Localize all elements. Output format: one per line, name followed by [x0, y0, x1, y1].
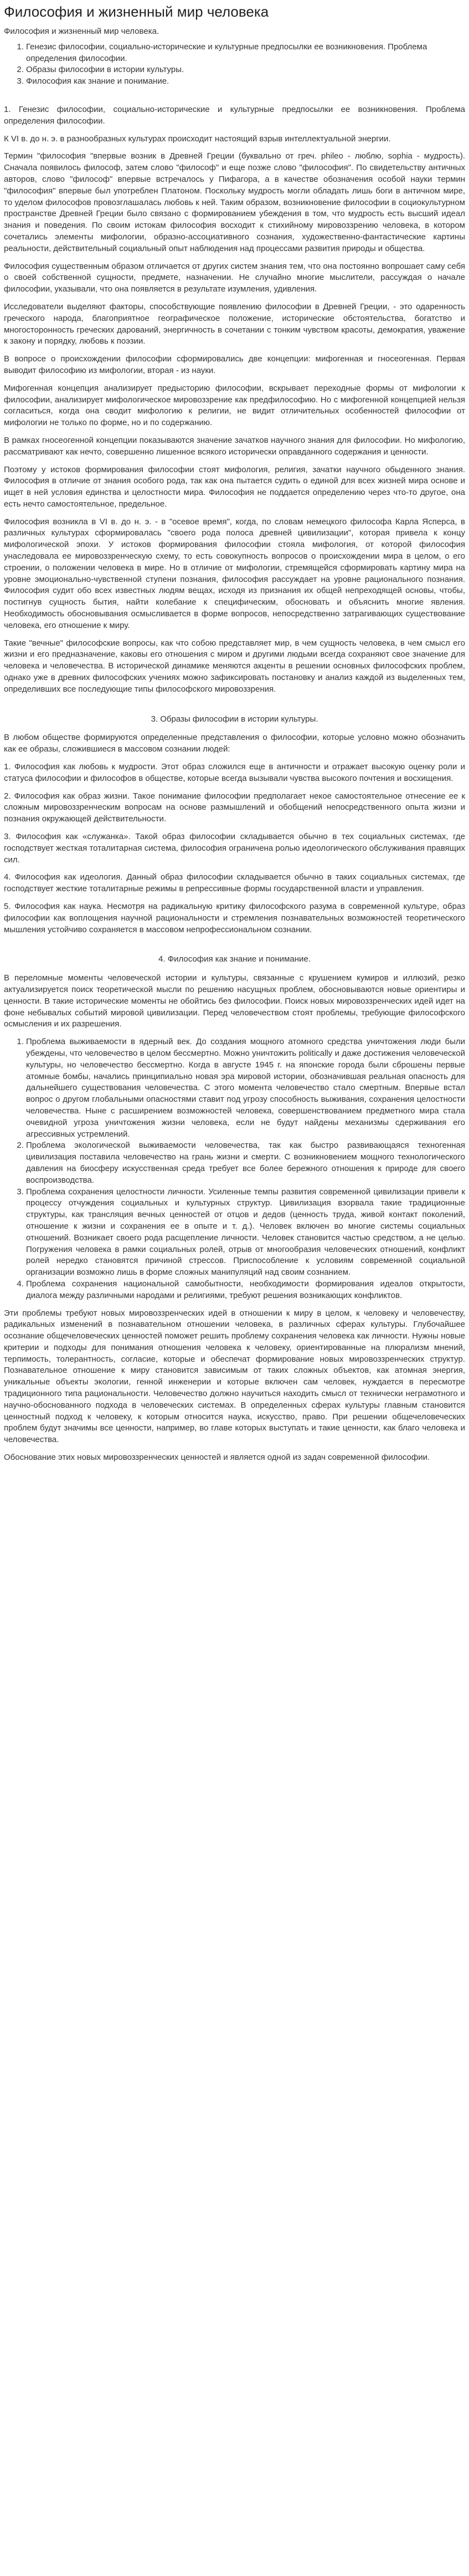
problems-list	[4, 1036, 465, 1301]
paragraph: Эти проблемы требуют новых мировоззренческих идей в отношении к миру в целом, к человеку и человечеству, радикальных изменений в познавательном отношении человека, в различных сферах культуры. Глубочайшее осознание общечеловеческих ценностей поможет решить проблему сохранения человека как личности. Нужны новые критерии и подходы для понимания отношения человека к человеку, ориентированные на плюрализм мнений, терпимость, толерантность, согласие, которые и обеспечат формирование новых мировоззренческих структур. Познавательное отношение к миру становится зависимым от таких сложных объектов, как атомная энергия, уникальные объекты экологии, генной инженерии и которые включен сам человек, нуждается в пересмотре традиционного типа рациональности. Человечество должно научиться находить смысл от технически неграмотного и научно-обоснованного подхода в человеческих системах. В определенных сферах культуры главным становится ценностный подход к человеку, к которым относится наука, искусство, право. При решении общечеловеческих проблем будут значимы все ценности, например, во главе которых выступать и такие ценности, как благо человека и человечества.	[4, 1308, 465, 1445]
toc-item: 3. Философия как знание и понимание.	[26, 76, 465, 88]
section-genesis	[4, 104, 465, 696]
paragraph: В вопросе о происхождении философии сформировались две концепции: мифогенная и гносеогенная. Первая выводит философию из мифологии, вторая - из науки.	[4, 354, 465, 375]
section-images	[4, 714, 465, 936]
paragraph: Мифогенная концепция анализирует предысторию философии, вскрывает переходные формы от мифологии к философии, анализирует мифологическое мировоззрение как предфилософию. Но с мифогенной концепцией нельзя согласиться, когда она сводит мифологию к религии, не видит отличительных особенностей философии от мифологии не только по форме, но и по содержанию.	[4, 383, 465, 428]
paragraph: 1. Философия как любовь к мудрости. Этот образ сложился еще в античности и отражает высокую оценку роли и статуса философии и философов в обществе, которые всегда вызывали чувства высокого почтения и восхищения.	[4, 762, 465, 783]
paragraph: 4. Философия как идеология. Данный образ философии складывается обычно в таких социальных системах, где господствует жесткие тоталитарные режимы в репрессивные формы государственной власти и управления.	[4, 872, 465, 894]
paragraph: 2. Философия как образ жизни. Такое понимание философии предполагает некое самостоятельное отнесение ее к сложным мировоззренческим вопросам на основе размышлений и обобщений непосредственного опыта жизни и познания окружающей действительности.	[4, 791, 465, 824]
page-subtitle: Философия и жизненный мир человека.	[4, 27, 159, 36]
paragraph: Термин "философия "впервые возник в Древней Греции (буквально от греч. phileo - люблю, sophia - мудрость). Сначала появилось философ, затем слово "философ" и еще позже слово "философия". По свидетельству античных авторов, слово "философ" впервые встречалось у Пифагора, а в качестве обозначения особой науки термин "философия" впервые был употреблен Платоном. Поскольку мудрость могли обладать лишь боги в античном мире, то уделом философов провозглашалась любовь к ней. Таким образом, возникновение философии в социокультурном пространстве Древней Греции было связано с формированием убеждения в том, что мудрость есть высший идеал знания и поведения. По своим истокам философия восходит к стихийному мировоззрению человека, в котором сочетались элементы мифологии, образно-ассоциативного сознания, художественно-фантастические картины реальности, действительный социальный опыт наблюдения над процессами развития природы и общества.	[4, 151, 465, 253]
table-of-contents	[4, 42, 465, 88]
toc-item: 2. Образы философии в истории культуры.	[26, 64, 465, 76]
paragraph: Философия возникла в VI в. до н. э. - в "осевое время", когда, по словам немецкого философа Карла Ясперса, в различных культурах сформировалась "своего рода полоса древней цивилизации", которая привела к концу мифологической эпохи. У истоков формирования философии стояла мифология, от которой философия унаследовала ее мировоззренческую схему, то есть совокупность вопросов о происхождении мира в целом, о его строении, о положении человека в мире. Но в отличие от мифологии, стремящейся сформировать картину мира на уровне эмоционально-чувственной ступени познания, философия рассуждает на уровне рационального познания. Философия судит обо всех известных людям вещах, исходя из признания их общей непреходящей основы, чтобы, постигнув сущность бытия, найти колебание к специфическим, обосновать и объяснить многие явления. Необходимость обосновывания осмысливается в форме вопросов, непосредственно затрагивающих существование человека, его отношение к миру.	[4, 517, 465, 630]
problem-item: 4. Проблема сохранения национальной самобытности, необходимости формирования идеалов открытости, диалога между различными народами и религиями, требуют решения возникающих конфликтов.	[26, 1279, 465, 1302]
paragraph: Обоснование этих новых мировоззренческих ценностей и является одной из задач современной философии.	[4, 1453, 430, 1463]
section-knowledge	[4, 954, 465, 1463]
paragraph: Философия существенным образом отличается от других систем знания тем, что она постоянно вопрошает саму себя о своей собственной сущности, предмете, назначении. Не случайно многие мыслители, рассуждая о начале философии, указывали, что она появляется в результате изумления, удивления.	[4, 261, 465, 294]
paragraph: В переломные моменты человеческой истории и культуры, связанные с крушением кумиров и иллюзий, резко актуализируется поиск теоретической мысли по решению насущных проблем, обосновываются новые ориентиры и ценности. В такие исторические моменты не обойтись без философии. Поиск новых мировоззренческих идей идет на фоне небывалых событий мировой цивилизации. Перед человечеством стоят проблемы, требующие философского осмысления и их разрешения.	[4, 973, 465, 1029]
paragraph: В любом обществе формируются определенные представления о философии, которые условно можно обозначить как ее образы, сложившиеся в массовом сознании людей:	[4, 733, 465, 754]
section-heading: 1. Генезис философии, социально-исторические и культурные предпосылки ее возникновения. Проблема определения философии.	[4, 104, 465, 126]
page-title: Философия и жизненный мир человека	[4, 3, 269, 20]
toc-item: 1. Генезис философии, социально-исторические и культурные предпосылки ее возникновения. Проблема определения философии.	[26, 42, 465, 65]
paragraph: К VI в. до н. э. в разнообразных культурах происходит настоящий взрыв интеллектуальной энергии.	[4, 134, 391, 144]
paragraph: 3. Философия как «служанка». Такой образ философии складывается обычно в тех социальных системах, где господствует жесткая тоталитарная система, философия ограничена ролью идеологического обслуживания правящих сил.	[4, 832, 465, 865]
problem-item: 2. Проблема экологической выживаемости человечества, так как быстро развивающаяся техногенная цивилизация поставила человечество на грань жизни и смерти. С возникновением мощного технологического давления на биосферу искусственная среда требует все более бережного отношения к природе для своего воспроизводства.	[26, 1140, 465, 1186]
paragraph: 5. Философия как наука. Несмотря на радикальную критику философского разума в современной культуре, образ философии как воплощения научной рациональности и стремления познавательных возможностей теоретического мышления устойчиво сохраняется в массовом непрофессиональном сознании.	[4, 902, 465, 934]
paragraph: Исследователи выделяют факторы, способствующие появлению философии в Древней Греции, - это одаренность греческого народа, благоприятное географическое положение, исторические обстоятельства, богатство и многосторонность греческих дарований, энергичность в сочетании с тонким чувством красоты, демократия, уважение к закону и порядку, любовь к поэзии.	[4, 301, 465, 346]
section-heading: 3. Образы философии в истории культуры.	[151, 714, 318, 724]
section-heading: 4. Философия как знание и понимание.	[158, 954, 311, 964]
problem-item: 3. Проблема сохранения целостности личности. Усиленные темпы развития современной цивилизации привели к процессу отчуждения социальных и культурных структур. Цивилизация взорвала такие традиционные структуры, как трансляция вечных ценностей от отцов и дедов (ценность труда, живой контакт поколений, отношение к жизни и сохранения ее в опыте и т. д.). Человек включен во многие системы социальных отношений. Возникает своего рода расщепление личности. Человек становится частью средством, а не целью. Погружения человека в рамки социальных ролей, отрыв от многообразия человеческих отношений, конфликт ролей нередко становятся причиной стрессов. Приспособление к условиям современной социальной организации возможно лишь в форме сложных манипуляций над своим сознанием.	[26, 1187, 465, 1279]
paragraph: В рамках гносеогенной концепции показываются значение зачатков научного знания для философии. Но мифологию, рассматривают как нечто, совершенно лишенное всякого исторически оправданного содержания и ценности.	[4, 435, 465, 457]
problem-item: 1. Проблема выживаемости в ядерный век. До создания мощного атомного средства уничтожения люди были убеждены, что человечество в целом бессмертно. Можно уничтожить politically и даже достижения человеческой культуры, но человечество бессмертно. Когда в августе 1945 г. на японские города были сброшены первые атомные бомбы, начались принципиально новая эра мировой истории, обозначившая реальная опасность для дальнейшего существования человечества. С этого момента человечество стало смертным. Впервые встал вопрос о другом глобальными опасностями ставит под угрозу способность выживания, сохранения целостности человечества. Ныне с расширением возможностей человека, совершенствованием предметного мира стала очевидной угроза уничтожения жизни человека, если не будут найдены механизмы сдерживания его агрессивных устремлений.	[26, 1036, 465, 1140]
paragraph: Поэтому у истоков формирования философии стоят мифология, религия, зачатки научного обыденного знания. Философия в отличие от знания особого рода, так как она пытается судить о единой для всех жизней мира основе и ищет в ней условия единства и целостности мира. Философия не поддается определению через что-то другое, она есть нечто самостоятельное, предельное.	[4, 464, 465, 509]
paragraph: Такие "вечные" философские вопросы, как что собою представляет мир, в чем сущность человека, в чем смысл его жизни и его предназначение, каковы его отношения с миром и другими людьми всегда сохраняют свое значение для человека и человечества. В исторической динамике меняются акценты в решении основных философских проблем, однако уже в древних философских учениях можно зафиксировать постановку и анализ каждой из выделенных тем, определивших все последующие типы философского мировоззрения.	[4, 638, 465, 694]
